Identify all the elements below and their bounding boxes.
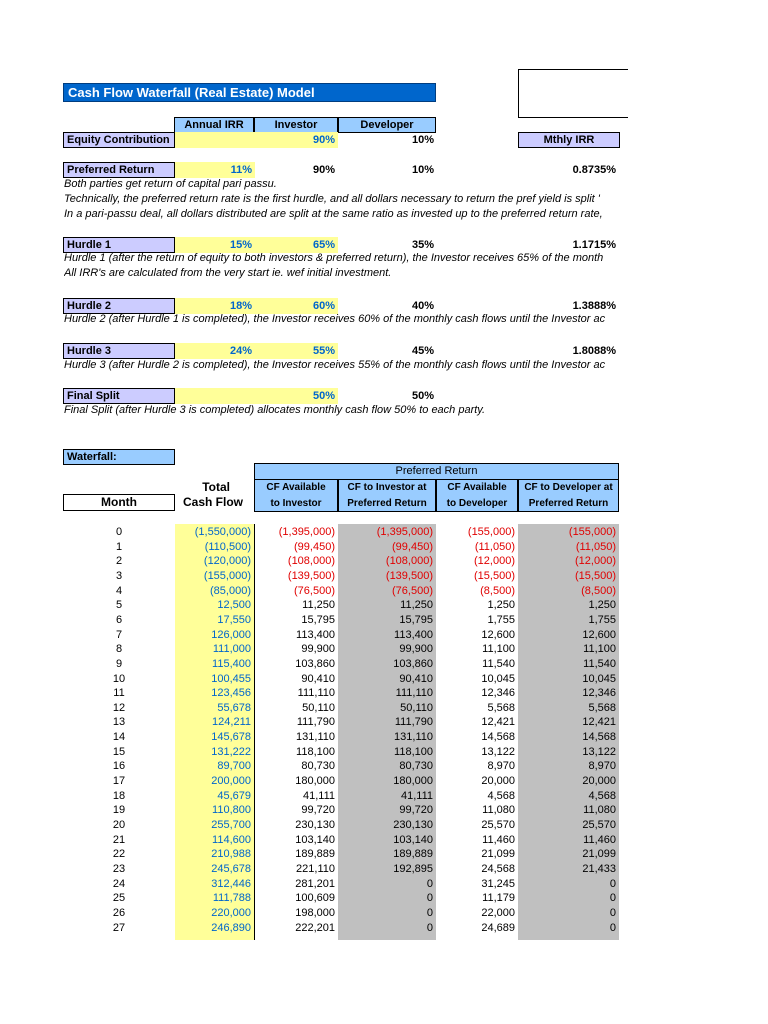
- cf-investor-pref-cell[interactable]: (99,450): [392, 540, 433, 553]
- cf-developer-pref-cell[interactable]: (15,500): [575, 569, 616, 582]
- cf-available-investor-cell[interactable]: 113,400: [296, 628, 335, 641]
- col-cf-inv-line1: CF Available: [266, 482, 326, 493]
- cf-investor-pref-cell[interactable]: (139,500): [385, 569, 433, 582]
- cf-available-developer-cell[interactable]: 14,568: [481, 731, 515, 744]
- cf-developer-pref-cell[interactable]: 13,122: [582, 745, 616, 758]
- total-cash-flow-cell[interactable]: 126,000: [211, 628, 251, 641]
- month-cell[interactable]: 9: [115, 657, 123, 670]
- preferred-mthly-value[interactable]: 0.8735%: [572, 164, 616, 176]
- cf-developer-pref-cell[interactable]: 25,570: [582, 819, 616, 831]
- month-cell[interactable]: 0: [115, 526, 123, 538]
- hurdle-2-mthly-value[interactable]: 1.3888%: [572, 300, 616, 312]
- col-dev-pref-line2: Preferred Return: [528, 498, 609, 509]
- table-row: [63, 540, 619, 555]
- month-cell[interactable]: 15: [112, 745, 126, 758]
- header-mthly-irr[interactable]: Mthly IRR: [518, 132, 620, 148]
- cf-available-investor-cell[interactable]: 99,720: [301, 804, 335, 817]
- table-row: [63, 642, 619, 657]
- cf-developer-pref-cell[interactable]: 11,540: [583, 657, 616, 670]
- table-row: [63, 833, 619, 848]
- month-cell[interactable]: 18: [112, 789, 126, 802]
- total-cash-flow-cell[interactable]: 89,700: [217, 760, 251, 773]
- month-cell[interactable]: 24: [112, 877, 126, 890]
- total-cash-flow-cell[interactable]: (1,550,000): [194, 526, 251, 538]
- cf-investor-pref-cell[interactable]: 15,795: [399, 613, 433, 626]
- hurdle-1-label[interactable]: Hurdle 1: [63, 237, 175, 253]
- hurdle-3-label[interactable]: Hurdle 3: [63, 343, 175, 359]
- cf-available-developer-cell[interactable]: 21,099: [481, 848, 515, 861]
- month-cell[interactable]: 23: [112, 862, 126, 875]
- cf-developer-pref-cell[interactable]: 10,045: [582, 672, 616, 685]
- cf-developer-pref-cell[interactable]: 11,080: [583, 804, 616, 817]
- cf-investor-pref-cell[interactable]: 0: [426, 892, 433, 905]
- month-cell[interactable]: 8: [115, 643, 123, 656]
- table-row: [63, 628, 619, 643]
- table-row: [63, 613, 619, 628]
- cf-developer-pref-cell[interactable]: 14,568: [582, 731, 616, 744]
- cf-available-developer-cell[interactable]: 11,100: [482, 643, 515, 656]
- cf-available-developer-cell[interactable]: (15,500): [474, 569, 515, 582]
- cf-available-developer-cell[interactable]: 11,179: [482, 892, 515, 905]
- table-row: [63, 554, 619, 569]
- cf-investor-pref-cell[interactable]: 118,100: [394, 745, 433, 758]
- cf-available-investor-cell[interactable]: (76,500): [294, 584, 335, 597]
- col-dev-pref-header[interactable]: [518, 479, 619, 512]
- cf-available-investor-cell[interactable]: 118,100: [296, 745, 335, 758]
- cf-developer-pref-cell[interactable]: 11,100: [583, 643, 616, 656]
- preferred-investor-value[interactable]: 90%: [312, 164, 335, 176]
- cf-investor-pref-cell[interactable]: 0: [426, 906, 433, 919]
- cf-developer-pref-cell[interactable]: 21,433: [582, 862, 616, 875]
- cf-available-investor-cell[interactable]: 103,860: [295, 657, 335, 670]
- hurdle-1-note-2: All IRR's are calculated from the very start ie. wef initial investment.: [64, 267, 392, 279]
- total-cash-flow-cell[interactable]: 45,679: [217, 789, 251, 802]
- month-cell[interactable]: 4: [115, 584, 123, 597]
- cf-investor-pref-cell[interactable]: 113,400: [394, 628, 433, 641]
- cf-developer-pref-cell[interactable]: (12,000): [575, 555, 616, 568]
- col-inv-pref-line2: Preferred Return: [347, 498, 427, 509]
- cf-developer-pref-cell[interactable]: 4,568: [588, 789, 616, 802]
- table-row: [63, 803, 619, 818]
- cf-available-investor-cell[interactable]: 90,410: [301, 672, 335, 685]
- month-cell[interactable]: 13: [112, 716, 126, 729]
- table-row: [63, 525, 619, 540]
- total-cash-flow-cell[interactable]: 111,000: [212, 643, 251, 656]
- table-row: [63, 657, 619, 672]
- table-row: [63, 598, 619, 613]
- equity-investor-value[interactable]: 90%: [255, 132, 338, 148]
- hurdle-1-developer-value[interactable]: 35%: [411, 239, 434, 251]
- month-cell[interactable]: 12: [112, 701, 126, 714]
- cf-investor-pref-cell[interactable]: 11,250: [400, 599, 433, 612]
- month-cell[interactable]: 21: [112, 833, 126, 846]
- month-cell[interactable]: 20: [112, 819, 126, 831]
- total-cash-flow-cell[interactable]: (110,500): [204, 540, 251, 553]
- total-cash-flow-cell[interactable]: 55,678: [217, 701, 251, 714]
- month-cell[interactable]: 3: [115, 569, 123, 582]
- month-cell[interactable]: 16: [112, 760, 126, 773]
- table-row: [63, 862, 619, 877]
- total-cash-flow-cell[interactable]: 100,455: [211, 672, 251, 685]
- cf-investor-pref-cell[interactable]: (76,500): [392, 584, 433, 597]
- cf-investor-pref-cell[interactable]: 103,140: [393, 833, 433, 846]
- cf-available-investor-cell[interactable]: 100,609: [295, 892, 335, 905]
- cf-developer-pref-cell[interactable]: 21,099: [582, 848, 616, 861]
- final-investor-value[interactable]: 50%: [255, 388, 338, 404]
- month-cell[interactable]: 26: [112, 906, 126, 919]
- hurdle-2-irr-value[interactable]: 18%: [175, 298, 255, 314]
- header-investor[interactable]: Investor: [254, 117, 338, 133]
- table-row: [63, 715, 619, 730]
- table-row: [63, 789, 619, 804]
- cf-developer-pref-cell[interactable]: 12,346: [582, 687, 616, 700]
- month-cell[interactable]: 1: [115, 540, 123, 553]
- cf-available-investor-cell[interactable]: (99,450): [294, 540, 335, 553]
- table-row: [63, 686, 619, 701]
- total-cash-flow-cell[interactable]: (85,000): [210, 584, 251, 597]
- cf-available-developer-cell[interactable]: 8,970: [487, 760, 515, 773]
- cf-available-developer-cell[interactable]: 5,568: [487, 701, 515, 714]
- month-cell[interactable]: 22: [112, 848, 126, 861]
- total-cash-flow-cell[interactable]: 246,890: [211, 921, 251, 934]
- preferred-note-1: Both parties get return of capital pari passu.: [64, 178, 277, 190]
- cf-available-developer-cell[interactable]: 1,250: [487, 599, 515, 612]
- cf-available-developer-cell[interactable]: 24,568: [481, 862, 515, 875]
- cf-investor-pref-cell[interactable]: (108,000): [385, 555, 433, 568]
- total-cash-flow-cell[interactable]: 110,800: [212, 804, 251, 817]
- cf-developer-pref-cell[interactable]: 12,600: [582, 628, 616, 641]
- cf-developer-pref-cell[interactable]: 8,970: [588, 760, 616, 773]
- hurdle-2-investor-value[interactable]: 60%: [255, 298, 338, 314]
- table-row: [63, 891, 619, 906]
- cf-available-developer-cell[interactable]: 1,755: [487, 613, 515, 626]
- cf-investor-pref-cell[interactable]: 180,000: [393, 775, 433, 788]
- blank-box: [518, 69, 628, 118]
- table-row: [63, 774, 619, 789]
- table-row: [63, 759, 619, 774]
- cf-available-developer-cell[interactable]: 25,570: [481, 819, 515, 831]
- month-cell[interactable]: 5: [115, 599, 123, 612]
- cf-available-investor-cell[interactable]: (108,000): [287, 555, 335, 568]
- month-cell[interactable]: 7: [115, 628, 123, 641]
- col-cf-dev-line2: to Developer: [446, 498, 508, 509]
- cf-available-developer-cell[interactable]: 20,000: [481, 775, 515, 788]
- col-cf-dev-line1: CF Available: [447, 482, 507, 493]
- hurdle-1-irr-value[interactable]: 15%: [175, 237, 255, 253]
- preferred-irr-value[interactable]: 11%: [175, 162, 255, 178]
- col-cf-available-investor-header[interactable]: [254, 479, 338, 512]
- total-cash-flow-cell[interactable]: 312,446: [211, 877, 251, 890]
- month-cell[interactable]: 19: [112, 804, 126, 817]
- cf-available-investor-cell[interactable]: 41,111: [302, 789, 335, 802]
- cf-available-developer-cell[interactable]: 12,600: [481, 628, 515, 641]
- col-inv-pref-header[interactable]: [338, 479, 436, 512]
- col-month-header[interactable]: Month: [63, 494, 175, 511]
- cf-available-developer-cell[interactable]: 11,080: [482, 804, 515, 817]
- cf-developer-pref-cell[interactable]: 20,000: [582, 775, 616, 788]
- table-row: [63, 921, 619, 936]
- cf-investor-pref-cell[interactable]: 99,720: [399, 804, 433, 817]
- cf-developer-pref-cell[interactable]: 0: [609, 877, 616, 890]
- month-cell[interactable]: 10: [112, 672, 126, 685]
- table-row: [63, 745, 619, 760]
- cf-investor-pref-cell[interactable]: 111,790: [394, 716, 433, 729]
- header-annual-irr[interactable]: Annual IRR: [174, 117, 254, 133]
- hurdle-1-investor-value[interactable]: 65%: [255, 237, 338, 253]
- waterfall-table-body: [63, 525, 619, 940]
- cf-developer-pref-cell[interactable]: 0: [609, 921, 616, 934]
- hurdle-3-investor-value[interactable]: 55%: [255, 343, 338, 359]
- total-cash-flow-cell[interactable]: 245,678: [211, 862, 251, 875]
- col-inv-pref-line1: CF to Investor at: [347, 482, 427, 493]
- equity-irr-blank[interactable]: [175, 132, 255, 148]
- total-cash-flow-cell[interactable]: 123,456: [211, 687, 251, 700]
- table-row: [63, 584, 619, 599]
- cf-developer-pref-cell[interactable]: 12,421: [582, 716, 616, 729]
- cf-developer-pref-cell[interactable]: (155,000): [568, 526, 616, 538]
- cf-available-developer-cell[interactable]: 4,568: [487, 789, 515, 802]
- cf-available-investor-cell[interactable]: 189,889: [295, 848, 335, 861]
- cf-investor-pref-cell[interactable]: 103,860: [393, 657, 433, 670]
- total-cash-flow-cell[interactable]: 255,700: [211, 819, 251, 831]
- sheet-title[interactable]: Cash Flow Waterfall (Real Estate) Model: [63, 83, 436, 102]
- month-cell[interactable]: 11: [113, 687, 125, 700]
- total-cash-flow-cell[interactable]: 12,500: [217, 599, 251, 612]
- cf-developer-pref-cell[interactable]: 1,250: [588, 599, 616, 612]
- month-cell[interactable]: 27: [112, 921, 126, 934]
- cf-developer-pref-cell[interactable]: 0: [609, 892, 616, 905]
- cf-investor-pref-cell[interactable]: 41,111: [400, 789, 433, 802]
- cf-available-developer-cell[interactable]: 12,421: [481, 716, 515, 729]
- preferred-return-group-header[interactable]: Preferred Return: [254, 463, 619, 480]
- cf-investor-pref-cell[interactable]: 80,730: [399, 760, 433, 773]
- cf-investor-pref-cell[interactable]: 90,410: [399, 672, 433, 685]
- total-cash-flow-cell[interactable]: 115,400: [212, 657, 251, 670]
- cf-investor-pref-cell[interactable]: 192,895: [393, 862, 433, 875]
- equity-contribution-label[interactable]: Equity Contribution: [63, 132, 175, 148]
- preferred-note-2: Technically, the preferred return rate is the first hurdle, and all dollars necessary to return the pref yield is split ': [64, 193, 600, 205]
- cf-investor-pref-cell[interactable]: 189,889: [393, 848, 433, 861]
- total-cash-flow-cell[interactable]: 131,222: [211, 745, 251, 758]
- cf-available-investor-cell[interactable]: 80,730: [301, 760, 335, 773]
- total-cash-flow-cell[interactable]: 124,211: [212, 716, 251, 729]
- preferred-note-3: In a pari-passu deal, all dollars distributed are split at the same ratio as invested up to the preferred return rate,: [64, 208, 603, 220]
- cf-investor-pref-cell[interactable]: (1,395,000): [376, 526, 433, 538]
- month-cell[interactable]: 6: [115, 613, 123, 626]
- cf-available-investor-cell[interactable]: 111,110: [297, 687, 335, 700]
- cf-available-investor-cell[interactable]: 11,250: [302, 599, 335, 612]
- waterfall-label[interactable]: Waterfall:: [63, 449, 175, 465]
- cf-available-investor-cell[interactable]: 198,000: [295, 906, 335, 919]
- cf-available-developer-cell[interactable]: (155,000): [467, 526, 515, 538]
- col-total-line2: Cash Flow: [182, 495, 243, 509]
- preferred-return-label[interactable]: Preferred Return: [63, 162, 175, 178]
- cf-available-developer-cell[interactable]: 10,045: [481, 672, 515, 685]
- cf-available-investor-cell[interactable]: 222,201: [295, 921, 335, 934]
- cf-available-investor-cell[interactable]: 131,110: [296, 731, 335, 744]
- cf-available-developer-cell[interactable]: 12,346: [481, 687, 515, 700]
- cf-available-developer-cell[interactable]: 11,540: [482, 657, 515, 670]
- cf-available-developer-cell[interactable]: 22,000: [481, 906, 515, 919]
- cf-available-investor-cell[interactable]: 50,110: [302, 701, 335, 714]
- month-cell[interactable]: 25: [112, 892, 126, 905]
- cf-available-investor-cell[interactable]: (1,395,000): [278, 526, 335, 538]
- cf-available-investor-cell[interactable]: 230,130: [295, 819, 335, 831]
- cf-available-developer-cell[interactable]: 13,122: [481, 745, 515, 758]
- cf-investor-pref-cell[interactable]: 0: [426, 921, 433, 934]
- total-cash-flow-cell[interactable]: 220,000: [211, 906, 251, 919]
- cf-developer-pref-cell[interactable]: 11,460: [583, 833, 616, 846]
- cf-available-investor-cell[interactable]: 221,110: [296, 862, 335, 875]
- col-cf-inv-line2: to Investor: [270, 498, 322, 509]
- cf-available-investor-cell[interactable]: (139,500): [287, 569, 335, 582]
- header-developer[interactable]: Developer: [338, 117, 436, 133]
- table-row: [63, 569, 619, 584]
- cf-available-developer-cell[interactable]: (8,500): [480, 584, 515, 597]
- cf-available-developer-cell[interactable]: 31,245: [481, 877, 515, 890]
- col-cf-available-developer-header[interactable]: [436, 479, 518, 512]
- hurdle-2-developer-value[interactable]: 40%: [411, 300, 434, 312]
- cf-available-investor-cell[interactable]: 180,000: [295, 775, 335, 788]
- table-row: [63, 818, 619, 833]
- equity-developer-value[interactable]: 10%: [411, 134, 434, 146]
- cf-available-developer-cell[interactable]: (12,000): [474, 555, 515, 568]
- total-cash-flow-cell[interactable]: 114,600: [212, 833, 251, 846]
- cf-investor-pref-cell[interactable]: 99,900: [399, 643, 433, 656]
- hurdle-2-label[interactable]: Hurdle 2: [63, 298, 175, 314]
- total-cash-flow-cell[interactable]: 145,678: [211, 731, 251, 744]
- cf-developer-pref-cell[interactable]: (11,050): [575, 540, 616, 553]
- cf-developer-pref-cell[interactable]: 1,755: [588, 613, 616, 626]
- hurdle-2-note-1: Hurdle 2 (after Hurdle 1 is completed), the Investor receives 60% of the monthly cash flows until the Investor ac: [64, 313, 606, 325]
- final-irr-blank[interactable]: [175, 388, 255, 404]
- cf-developer-pref-cell[interactable]: (8,500): [581, 584, 616, 597]
- total-cash-flow-cell[interactable]: 111,788: [212, 892, 251, 905]
- cf-investor-pref-cell[interactable]: 131,110: [394, 731, 433, 744]
- hurdle-3-note-1: Hurdle 3 (after Hurdle 2 is completed), the Investor receives 55% of the monthly cash flows until the Investor ac: [64, 359, 606, 371]
- cf-available-investor-cell[interactable]: 15,795: [301, 613, 335, 626]
- cf-available-investor-cell[interactable]: 281,201: [295, 877, 335, 890]
- table-row: [63, 877, 619, 892]
- hurdle-3-developer-value[interactable]: 45%: [411, 345, 434, 357]
- hurdle-1-mthly-value[interactable]: 1.1715%: [572, 239, 616, 251]
- total-cash-flow-cell[interactable]: 200,000: [211, 775, 251, 788]
- col-total-line1: Total: [202, 480, 230, 494]
- table-row: [63, 906, 619, 921]
- cf-developer-pref-cell[interactable]: 5,568: [588, 701, 616, 714]
- total-cash-flow-cell[interactable]: (120,000): [203, 555, 251, 568]
- cf-investor-pref-cell[interactable]: 0: [426, 877, 433, 890]
- preferred-developer-value[interactable]: 10%: [411, 164, 434, 176]
- table-row: [63, 672, 619, 687]
- cf-investor-pref-cell[interactable]: 111,110: [395, 687, 433, 700]
- month-cell[interactable]: 2: [115, 555, 123, 568]
- hurdle-3-irr-value[interactable]: 24%: [175, 343, 255, 359]
- total-cash-flow-cell[interactable]: 210,988: [211, 848, 251, 861]
- cf-available-investor-cell[interactable]: 111,790: [296, 716, 335, 729]
- hurdle-1-note-1: Hurdle 1 (after the return of equity to both investors & preferred return), the Investor receives 65% of the month: [64, 252, 604, 264]
- cf-available-developer-cell[interactable]: 11,460: [482, 833, 515, 846]
- table-row: [63, 730, 619, 745]
- month-cell[interactable]: 14: [112, 731, 126, 744]
- final-split-label[interactable]: Final Split: [63, 388, 175, 404]
- hurdle-3-mthly-value[interactable]: 1.8088%: [572, 345, 616, 357]
- cf-available-developer-cell[interactable]: 24,689: [481, 921, 515, 934]
- cf-investor-pref-cell[interactable]: 230,130: [393, 819, 433, 831]
- month-cell[interactable]: 17: [112, 775, 126, 788]
- table-row: [63, 847, 619, 862]
- total-cash-flow-cell[interactable]: 17,550: [217, 613, 251, 626]
- table-row: [63, 701, 619, 716]
- cf-available-investor-cell[interactable]: 103,140: [295, 833, 335, 846]
- cf-developer-pref-cell[interactable]: 0: [609, 906, 616, 919]
- cf-investor-pref-cell[interactable]: 50,110: [400, 701, 433, 714]
- col-dev-pref-line1: CF to Developer at: [524, 482, 613, 493]
- final-developer-value[interactable]: 50%: [411, 390, 434, 402]
- total-cash-flow-cell[interactable]: (155,000): [203, 569, 251, 582]
- cf-available-developer-cell[interactable]: (11,050): [474, 540, 515, 553]
- final-note-1: Final Split (after Hurdle 3 is completed) allocates monthly cash flow 50% to each party.: [64, 404, 486, 416]
- cf-available-investor-cell[interactable]: 99,900: [301, 643, 335, 656]
